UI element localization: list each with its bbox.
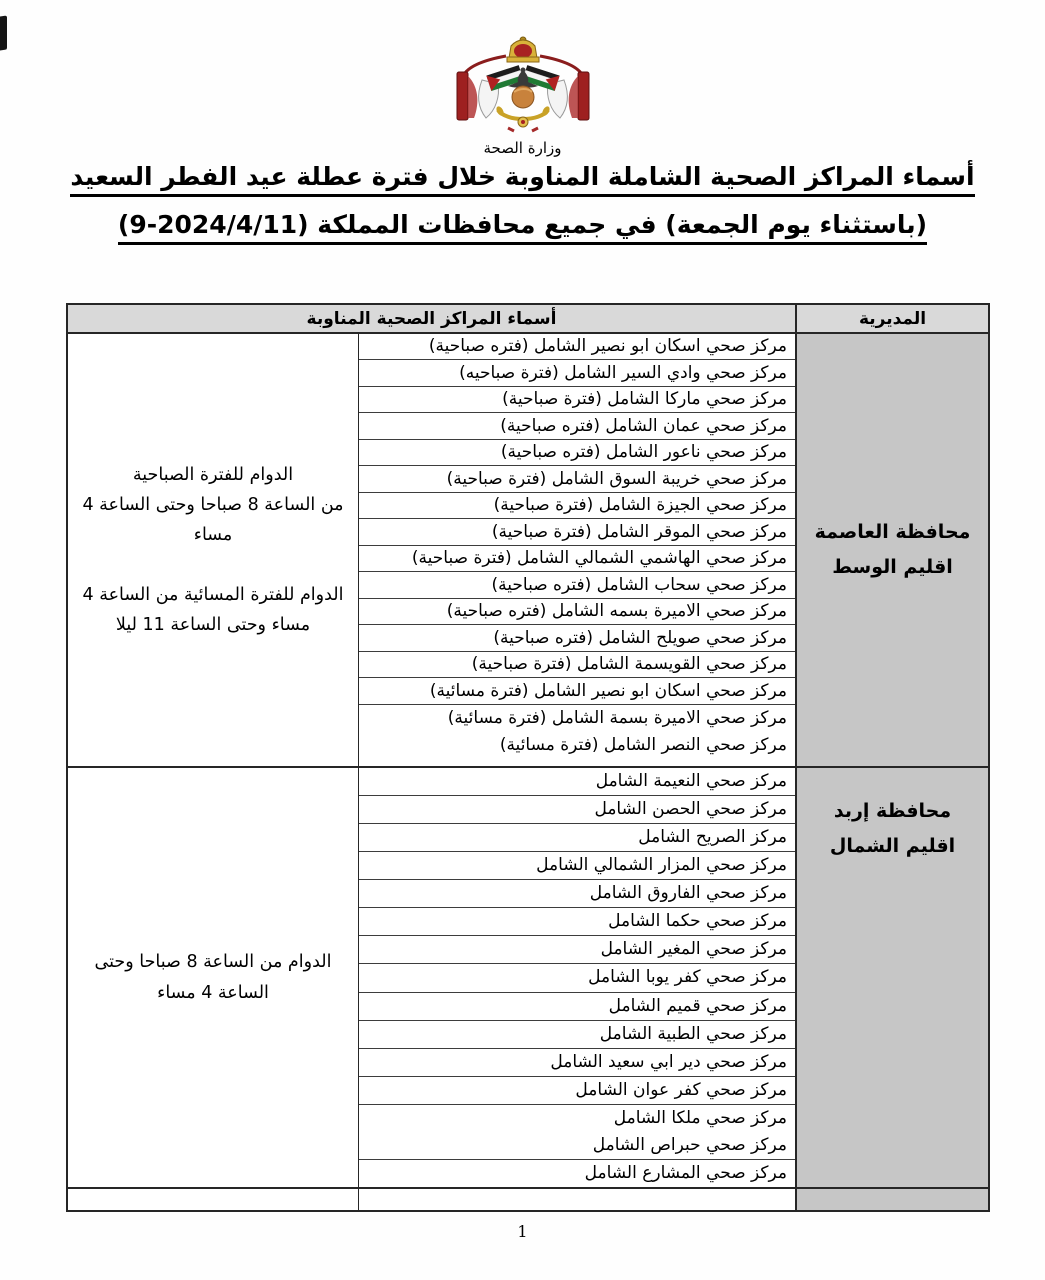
health-center-name: مركز صحي الموقر الشامل (فترة صباحية) [491, 521, 787, 542]
hours-cell [68, 768, 358, 1187]
health-center-name: مركز صحي المشارع الشامل [584, 1162, 787, 1183]
ministry-logo [0, 34, 1045, 157]
health-center-row [359, 879, 795, 907]
hours-cell [68, 334, 358, 766]
health-center-row [359, 412, 795, 438]
table-header-row [68, 305, 988, 334]
health-center-name: مركز صحي صويلح الشامل (فتره صباحية) [493, 627, 787, 648]
health-center-name: مركز صحي حبراص الشامل [592, 1134, 787, 1155]
health-center-row [359, 624, 795, 650]
centers-column [358, 334, 795, 766]
directorate-cell [795, 334, 988, 766]
directorate-name: محافظة إربد اقليم الشمال [829, 800, 956, 858]
column-header-directorate: المديرية [795, 305, 988, 332]
health-center-name: مركز صحي الاميرة بسمه الشامل (فتره صباحية) [446, 601, 787, 622]
page-number: 1 [517, 1222, 528, 1241]
health-center-row [359, 545, 795, 571]
health-center-name: مركز صحي النصر الشامل (فترة مسائية) [499, 734, 787, 755]
health-center-name: مركز صحي المزار الشمالي الشامل [536, 855, 787, 876]
health-center-row [359, 851, 795, 879]
health-center-name: مركز صحي كفر عوان الشامل [575, 1079, 787, 1100]
health-center-row [359, 795, 795, 823]
directorate-name: محافظة العاصمة اقليم الوسط [814, 520, 971, 578]
health-center-name: مركز صحي حكما الشامل [608, 911, 787, 932]
health-center-row [359, 1076, 795, 1104]
health-center-name: مركز صحي ناعور الشامل (فتره صباحية) [500, 442, 787, 463]
health-center-row [359, 1048, 795, 1076]
health-center-name: مركز صحي قميم الشامل [608, 995, 787, 1016]
health-center-name: مركز صحي اسكان ابو نصير الشامل (فتره صباحية) [428, 336, 787, 357]
health-center-row [359, 386, 795, 412]
health-center-row [359, 518, 795, 544]
document-title-line1: أسماء المراكز الصحية الشاملة المناوبة خلال فترة عطلة عيد الفطر السعيد [0, 156, 1045, 198]
health-center-name: مركز صحي الفاروق الشامل [589, 883, 787, 904]
health-center-name: مركز صحي وادي السير الشامل (فترة صباحيه) [459, 362, 787, 383]
health-center-name: مركز صحي الهاشمي الشمالي الشامل (فترة صباحية) [411, 548, 787, 569]
health-center-name: مركز صحي الحصن الشامل [594, 799, 787, 820]
health-center-row [359, 677, 795, 703]
health-center-name: مركز صحي كفر يوبا الشامل [588, 967, 787, 988]
health-center-row [359, 768, 795, 795]
document-title [0, 156, 1045, 246]
health-center-row [359, 1104, 795, 1159]
centers-column [358, 768, 795, 1187]
health-center-row [359, 334, 795, 359]
document-title-line2: (باستثناء يوم الجمعة) في جميع محافظات المملكة (2024/4/11-9) [0, 204, 1045, 246]
health-center-row [359, 359, 795, 385]
health-center-row [359, 571, 795, 597]
hours-text: الدوام للفترة الصباحية من الساعة 8 صباحا وحتى الساعة 4 مساء الدوام للفترة المسائية من الساعة 4 مساء وحتى الساعة 11 ليلا [82, 464, 344, 636]
health-center-name: مركز صحي النعيمة الشامل [595, 771, 787, 792]
health-center-name: مركز صحي دير ابي سعيد الشامل [550, 1051, 787, 1072]
ministry-name: وزارة الصحة [483, 139, 562, 157]
health-center-name: مركز صحي ماركا الشامل (فترة صباحية) [502, 389, 787, 410]
table-section [68, 334, 988, 766]
health-center-row [359, 465, 795, 491]
jordan-coat-of-arms-icon [448, 34, 598, 134]
empty-directorate-cell [795, 1189, 988, 1210]
health-center-row [359, 1159, 795, 1187]
health-center-row [359, 651, 795, 677]
hours-text: الدوام من الساعة 8 صباحا وحتى الساعة 4 مساء [94, 952, 332, 1003]
empty-hours-cell [68, 1189, 358, 1210]
health-center-row [359, 492, 795, 518]
health-center-name: مركز صحي المغير الشامل [600, 939, 787, 960]
table-section [68, 766, 988, 1187]
health-center-row [359, 1020, 795, 1048]
health-center-name: مركز صحي عمان الشامل (فتره صباحية) [500, 415, 787, 436]
health-center-row [359, 823, 795, 851]
health-center-name: مركز صحي القويسمة الشامل (فترة صباحية) [471, 654, 787, 675]
health-center-name: مركز صحي ملكا الشامل [613, 1107, 787, 1128]
health-center-row [359, 704, 795, 766]
empty-centers-cell [358, 1189, 795, 1210]
health-center-name: مركز الصريح الشامل [638, 827, 787, 848]
health-center-name: مركز صحي خريبة السوق الشامل (فترة صباحية) [446, 468, 787, 489]
health-center-row [359, 935, 795, 963]
health-center-name: مركز صحي سحاب الشامل (فتره صباحية) [491, 574, 787, 595]
health-centers-table [66, 303, 990, 1212]
health-center-name: مركز صحي الجيزة الشامل (فترة صباحية) [493, 495, 787, 516]
column-header-centers: أسماء المراكز الصحية المناوبة [306, 308, 557, 329]
health-center-row [359, 439, 795, 465]
table-empty-row [68, 1187, 988, 1210]
health-center-row [359, 963, 795, 991]
health-center-row [359, 598, 795, 624]
health-center-row [359, 907, 795, 935]
health-center-row [359, 992, 795, 1020]
health-center-name: مركز صحي الاميرة بسمة الشامل (فترة مسائية) [447, 707, 787, 728]
health-center-name: مركز صحي الطبية الشامل [599, 1023, 787, 1044]
health-center-name: مركز صحي اسكان ابو نصير الشامل (فترة مسائية) [429, 680, 787, 701]
directorate-cell [795, 768, 988, 1187]
